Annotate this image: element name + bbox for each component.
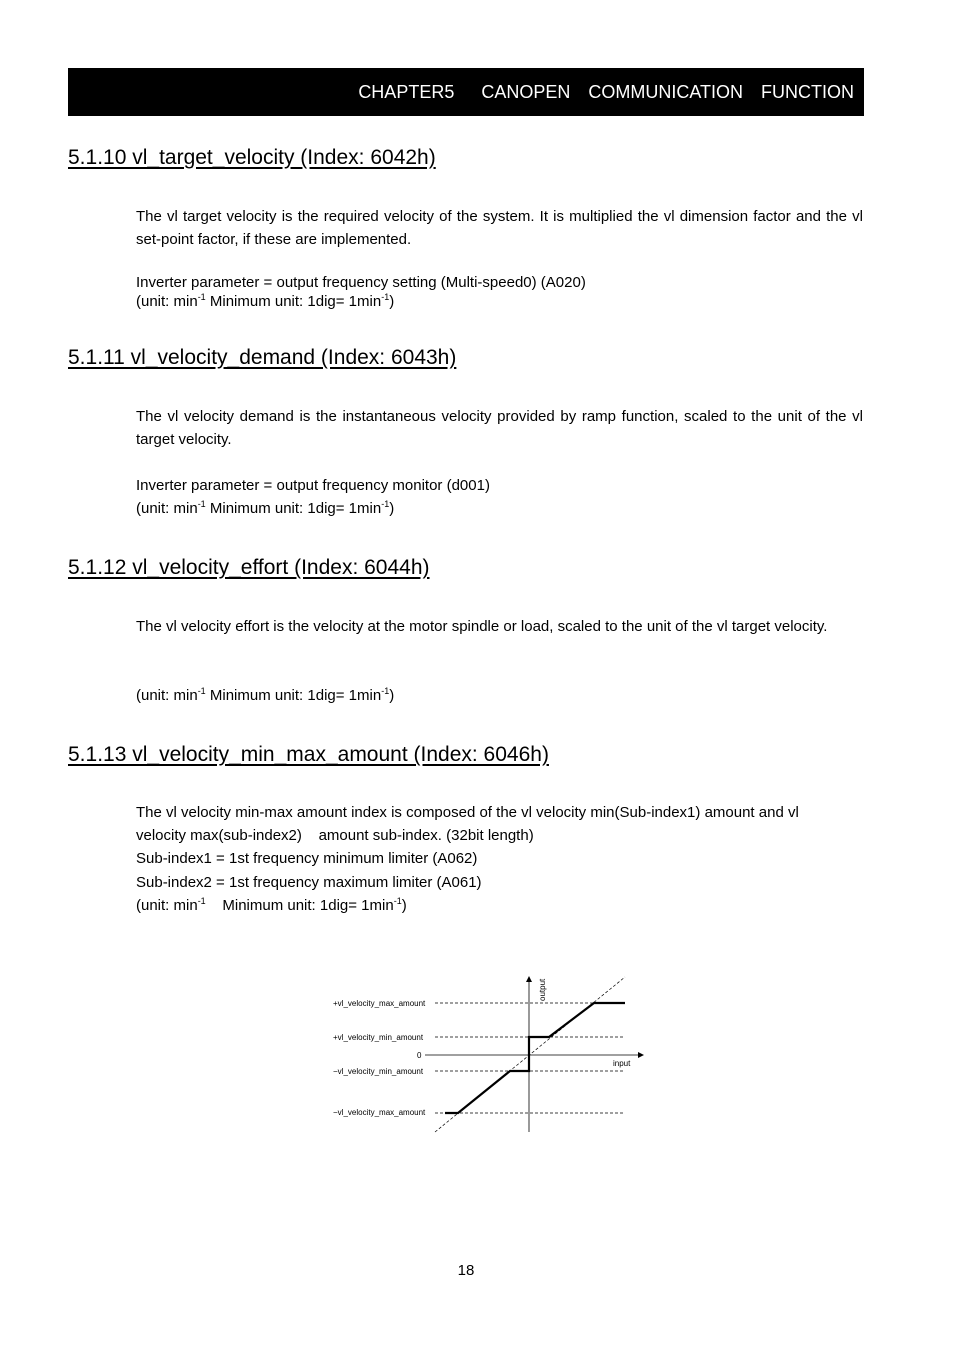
section-6043h-unit: (unit: $\min^{-1}$ Minimum unit: $1dig= 1\min^{-1}$) — [136, 499, 395, 517]
section-6044h-unit: (unit: $\min^{-1}$ Minimum unit: $1dig= 1\min^{-1}$) — [136, 686, 395, 704]
section-6043h-description: The vl velocity demand is the instantaneous velocity provided by ramp function, scaled to the unit of the vl target velocity. — [136, 408, 863, 448]
label-max-pos: +vl_velocity_max_amount — [333, 999, 426, 1008]
section-heading-6046h: 5.1.13 vl_velocity_min_max_amount (Index: 6046h) — [68, 743, 549, 766]
page-number: 18 — [457, 1262, 475, 1279]
section-6046h-line-1: The vl velocity min-max amount index is composed of the vl velocity min(Sub-index1) amount and vl — [136, 804, 799, 821]
section-6042h-unit: (unit: $\min^{-1}$ Minimum unit: $1dig= 1\min^{-1}$) — [136, 292, 395, 310]
section-6043h-parameter: Inverter parameter = output frequency monitor (d001) — [136, 477, 490, 494]
label-min-pos: +vl_velocity_min_amount — [333, 1033, 424, 1042]
chapter-header — [68, 68, 864, 116]
output-curve — [445, 1003, 625, 1113]
section-heading-6042h: 5.1.10 vl_target_velocity (Index: 6042h) — [68, 146, 436, 169]
section-heading-6044h: 5.1.12 vl_velocity_effort (Index: 6044h) — [68, 556, 430, 579]
label-min-neg: −vl_velocity_min_amount — [333, 1067, 424, 1076]
x-axis-arrow — [638, 1052, 644, 1058]
section-6046h-line-2: velocity max(sub-index2) amount sub-index. (32bit length) — [136, 827, 534, 844]
axis-label-output: output — [538, 978, 547, 1001]
section-6042h-parameter: Inverter parameter = output frequency setting (Multi-speed0) (A020) — [136, 274, 586, 291]
section-6046h-unit: (unit: $\min^{-1}$ Minimum unit: $1dig= 1\min^{-1}$) — [136, 896, 407, 914]
section-6042h-description: The vl target velocity is the required velocity of the system. It is multiplied the vl dimension factor and the vl set-point factor, if these are implemented. — [136, 208, 863, 248]
section-6046h-sub-index1: Sub-index1 = 1st frequency minimum limiter (A062) — [136, 850, 478, 867]
section-6044h-description: The vl velocity effort is the velocity at the motor spindle or load, scaled to the unit of the vl target velocity. — [136, 618, 828, 635]
axis-label-input: input — [613, 1059, 631, 1068]
label-zero: 0 — [417, 1051, 422, 1060]
y-axis-arrow — [526, 976, 532, 982]
section-heading-6043h: 5.1.11 vl_velocity_demand (Index: 6043h) — [68, 346, 457, 369]
min-max-amount-diagram — [320, 965, 650, 1140]
chapter-title: CHAPTER5 CANOPEN COMMUNICATION FUNCTION — [358, 81, 854, 102]
section-6046h-sub-index2: Sub-index2 = 1st frequency maximum limiter (A061) — [136, 874, 482, 891]
label-max-neg: −vl_velocity_max_amount — [333, 1108, 426, 1117]
